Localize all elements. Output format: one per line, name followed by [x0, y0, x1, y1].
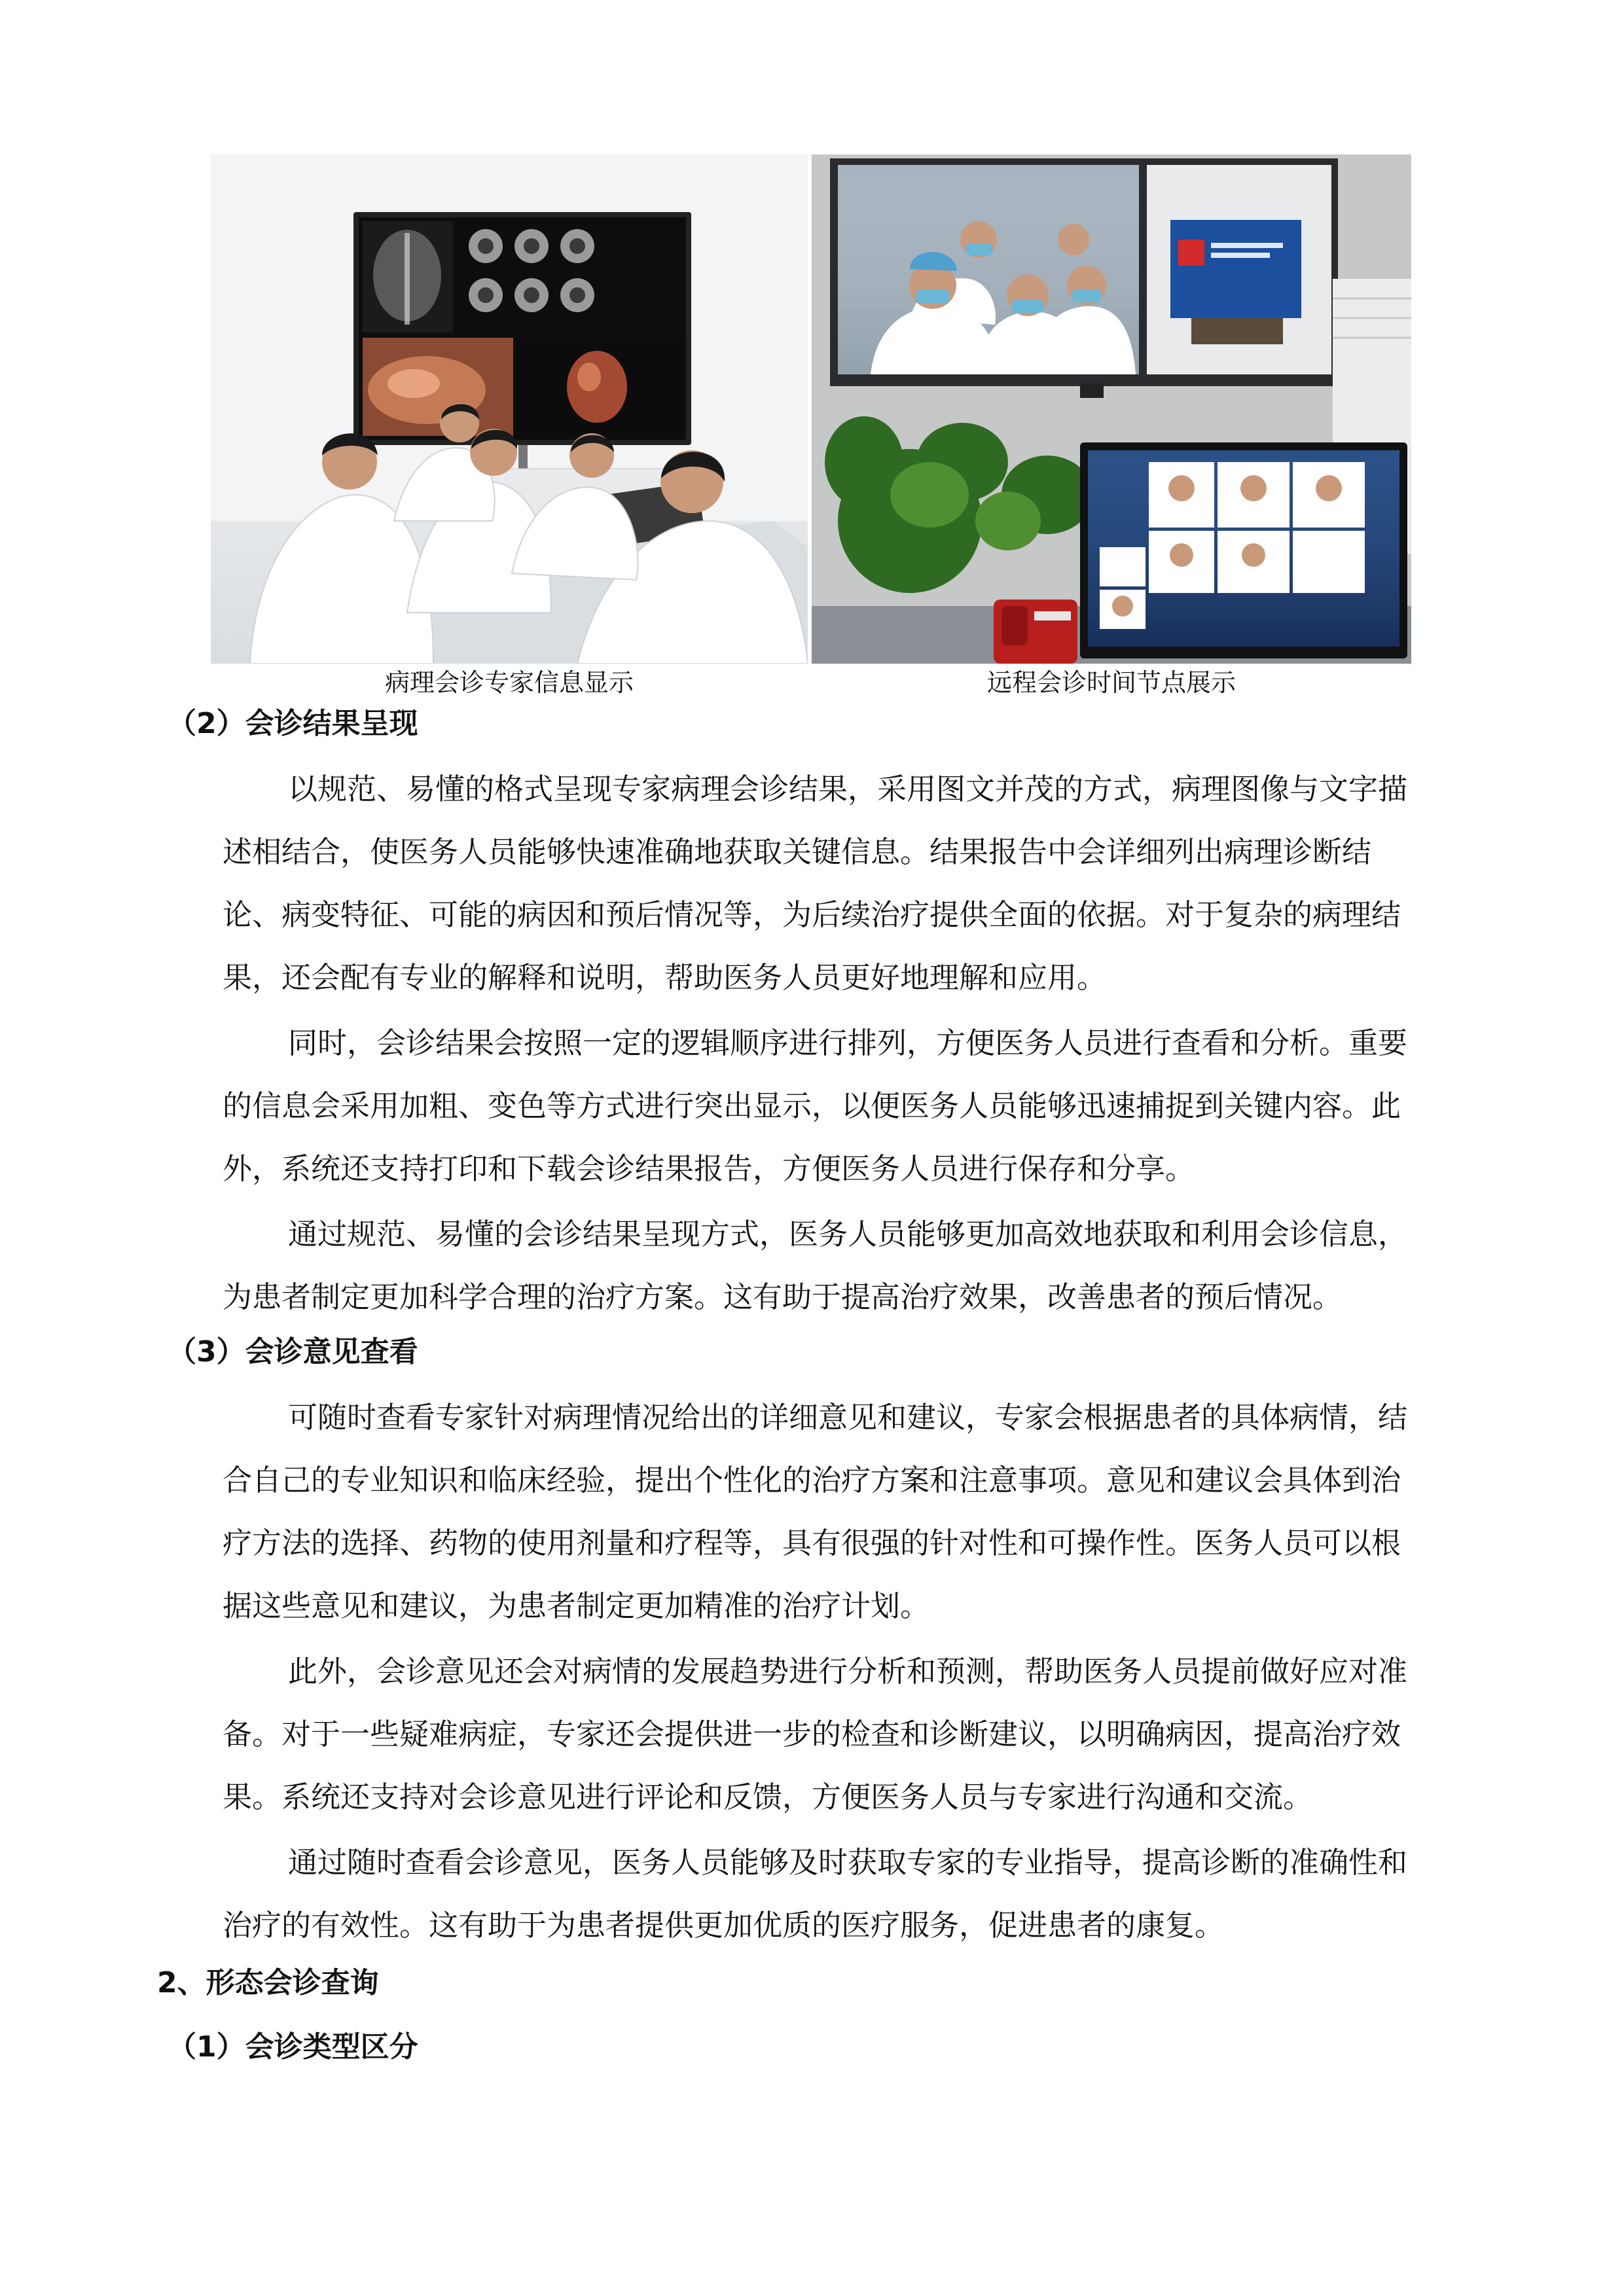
pathology-consultation-photo	[211, 154, 808, 664]
paragraph-opinion-view-3	[157, 1831, 1466, 1957]
remote-consultation-illustration	[812, 154, 1411, 664]
text-line: 为患者制定更加科学合理的治疗方案。这有助于提高治疗效果，改善患者的预后情况。	[223, 1280, 1343, 1314]
text-line: 可随时查看专家针对病理情况给出的详细意见和建议，专家会根据患者的具体病情，结	[288, 1400, 1408, 1435]
paragraph-result-presentation-1	[157, 758, 1466, 1009]
left-figure-caption: 病理会诊专家信息显示	[384, 668, 634, 697]
section-heading-opinion-view: （3）会诊意见查看	[168, 1335, 418, 1369]
text-line: 治疗的有效性。这有助于为患者提供更加优质的医疗服务，促进患者的康复。	[223, 1908, 1225, 1943]
text-line: 疗方法的选择、药物的使用剂量和疗程等，具有很强的针对性和可操作性。医务人员可以根	[223, 1526, 1401, 1560]
pathology-consultation-illustration	[211, 154, 808, 664]
text-line: 据这些意见和建议，为患者制定更加精准的治疗计划。	[223, 1588, 930, 1623]
text-line: 合自己的专业知识和临床经验，提出个性化的治疗方案和注意事项。意见和建议会具体到治	[223, 1463, 1401, 1498]
text-line: 论、病变特征、可能的病因和预后情况等，为后续治疗提供全面的依据。对于复杂的病理结	[223, 897, 1401, 932]
section-title-morphology-query: 2、形态会诊查询	[157, 1966, 379, 2000]
paragraph-opinion-view-1	[157, 1386, 1466, 1638]
section-heading-result-presentation: （2）会诊结果呈现	[168, 707, 418, 740]
text-line: 通过随时查看会诊意见，医务人员能够及时获取专家的专业指导，提高诊断的准确性和	[288, 1845, 1408, 1880]
text-line: 同时，会诊结果会按照一定的逻辑顺序进行排列，方便医务人员进行查看和分析。重要	[288, 1026, 1408, 1060]
paragraph-result-presentation-2	[157, 1012, 1466, 1200]
text-line: 果。系统还支持对会诊意见进行评论和反馈，方便医务人员与专家进行沟通和交流。	[223, 1780, 1313, 1814]
text-line: 的信息会采用加粗、变色等方式进行突出显示，以便医务人员能够迅速捕捉到关键内容。此	[223, 1088, 1401, 1123]
text-line: 以规范、易懂的格式呈现专家病理会诊结果，采用图文并茂的方式，病理图像与文字描	[288, 772, 1408, 806]
right-figure-caption: 远程会诊时间节点展示	[986, 668, 1236, 697]
text-line: 备。对于一些疑难病症，专家还会提供进一步的检查和诊断建议，以明确病因，提高治疗效	[223, 1717, 1401, 1751]
text-line: 通过规范、易懂的会诊结果呈现方式，医务人员能够更加高效地获取和利用会诊信息，	[288, 1217, 1408, 1251]
text-line: 述相结合，使医务人员能够快速准确地获取关键信息。结果报告中会详细列出病理诊断结	[223, 834, 1372, 869]
paragraph-result-presentation-3	[157, 1203, 1466, 1329]
text-line: 此外，会诊意见还会对病情的发展趋势进行分析和预测，帮助医务人员提前做好应对准	[288, 1654, 1408, 1689]
paragraph-opinion-view-2	[157, 1640, 1466, 1829]
subsection-heading-consultation-type: （1）会诊类型区分	[168, 2030, 418, 2064]
remote-consultation-photo	[812, 154, 1411, 664]
text-line: 果，还会配有专业的解释和说明，帮助医务人员更好地理解和应用。	[223, 960, 1107, 995]
text-line: 外，系统还支持打印和下载会诊结果报告，方便医务人员进行保存和分享。	[223, 1151, 1195, 1186]
